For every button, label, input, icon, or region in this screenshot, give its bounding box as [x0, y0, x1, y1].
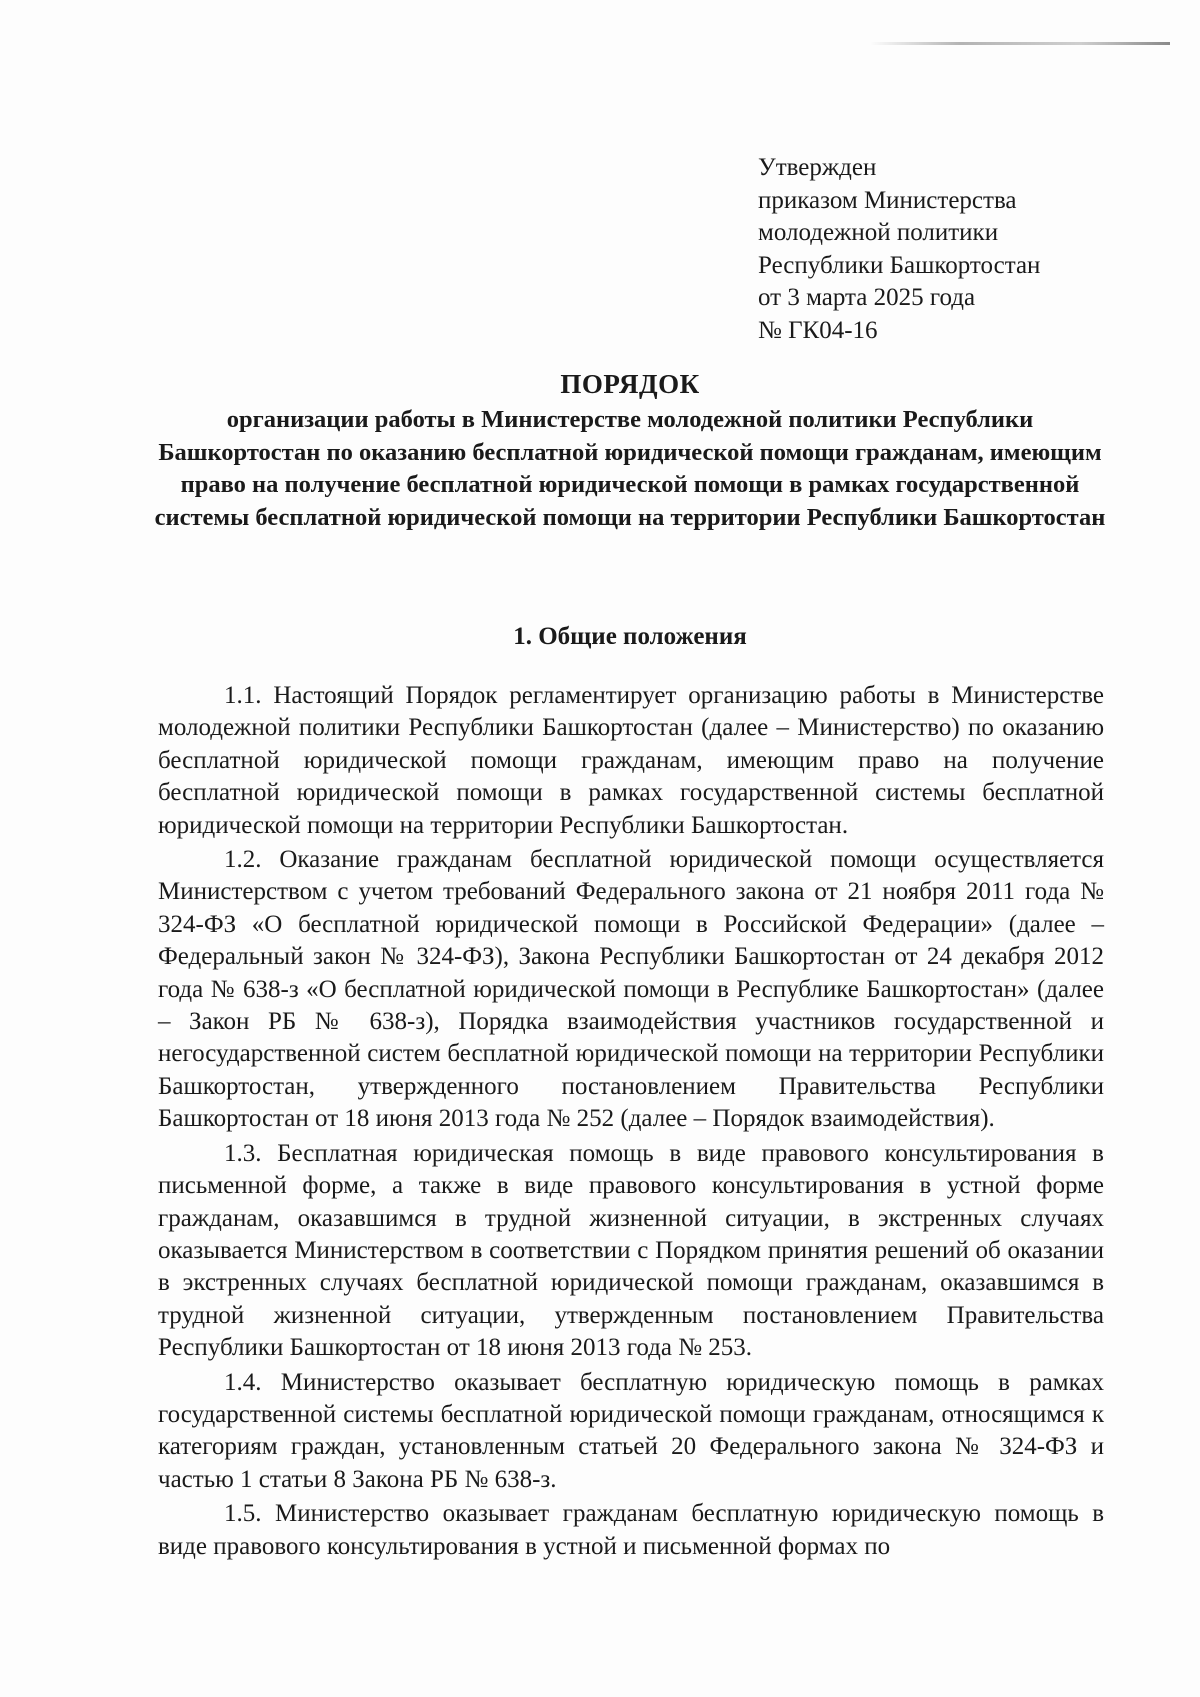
- approval-line-3: молодежной политики: [758, 219, 999, 246]
- document-title: ПОРЯДОК: [560, 369, 700, 399]
- paragraph-1-4: 1.4. Министерство оказывает бесплатную юридическую помощь в рамках государственной системы бесплатной юридической помощи гражданам, относящимся к категориям граждан, установленным статьей 20 Федерального закона № 324-ФЗ и частью 1 статьи 8 Закона РБ № 638-з.: [158, 1368, 1104, 1493]
- approval-line-4: Республики Башкортостан: [758, 251, 1041, 279]
- document-title-block: [150, 366, 1110, 534]
- document-subtitle: организации работы в Министерстве молодежной политики Республики Башкортостан по оказанию бесплатной юридической помощи гражданам, имеющим право на получение бесплатной юридической помощи в рамках государственной системы бесплатной юридической помощи на территории Республики Башкортостан: [154, 406, 1106, 531]
- paragraph-1-1: 1.1. Настоящий Порядок регламентирует организацию работы в Министерстве молодежной политики Республики Башкортостан (далее – Министерство) по оказанию бесплатной юридической помощи гражданам, имеющим право на получение бесплатной юридической помощи в рамках государственной системы бесплатной юридической помощи на территории Республики Башкортостан.: [158, 682, 1104, 839]
- section-body: [158, 680, 1104, 1565]
- approval-line-6: № ГК04-16: [758, 316, 878, 344]
- approval-line-1: Утвержден: [758, 154, 877, 181]
- section-heading: 1. Общие положения: [513, 623, 747, 650]
- approval-line-5: от 3 марта 2025 года: [758, 284, 976, 311]
- paragraph-1-5: 1.5. Министерство оказывает гражданам бесплатную юридическую помощь в виде правового консультирования в устной и письменной формах по: [158, 1500, 1104, 1560]
- paragraph-1-2: 1.2. Оказание гражданам бесплатной юридической помощи осуществляется Министерством с учетом требований Федерального закона от 21 ноября 2011 года № 324-ФЗ «О бесплатной юридической помощи в Российской Федерации» (далее – Федеральный закон № 324-ФЗ), Закона Республики Башкортостан от 24 декабря 2012 года № 638-з «О бесплатной юридической помощи в Республике Башкортостан» (далее – Закон РБ № 638-з), Порядка взаимодействия участников государственной и негосударственной систем бесплатной юридической помощи на территории Республики Башкортостан, утвержденного постановлением Правительства Республики Башкортостан от 18 июня 2013 года № 252 (далее – Порядок взаимодействия).: [158, 846, 1104, 1133]
- paragraph-1-3: 1.3. Бесплатная юридическая помощь в виде правового консультирования в письменной форме, а также в виде правового консультирования в устной форме гражданам, оказавшимся в трудной жизненной ситуации, в экстренных случаях оказывается Министерством в соответствии с Порядком принятия решений об оказании в экстренных случаях бесплатной юридической помощи гражданам, оказавшимся в трудной жизненной ситуации, утвержденным постановлением Правительства Республики Башкортостан от 18 июня 2013 года № 253.: [158, 1139, 1104, 1362]
- approval-stamp-block: [758, 152, 1158, 347]
- approval-line-2: приказом Министерства: [758, 186, 1017, 214]
- scan-artifact: [870, 42, 1170, 45]
